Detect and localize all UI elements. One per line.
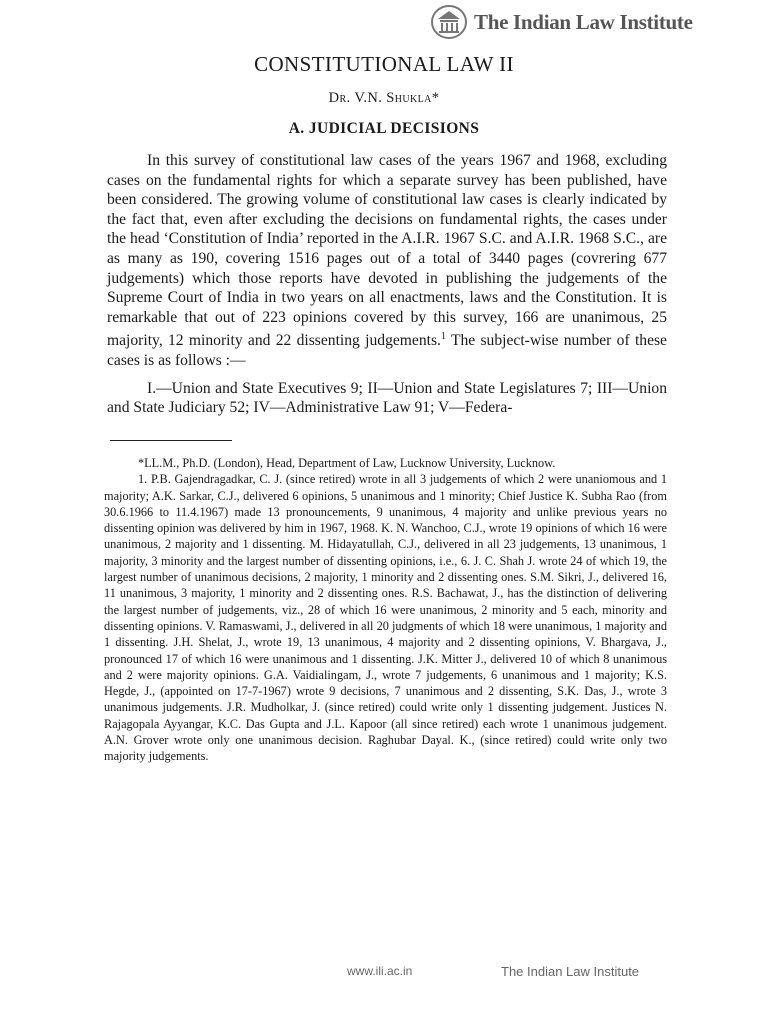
footnote-marker: 1 <box>440 331 446 343</box>
header-logo <box>430 2 760 42</box>
footnote-1: 1. P.B. Gajendragadkar, C. J. (since retired) wrote in all 3 judgements of which 2 were unaniomous and 1 majority; A.K. Sarkar, C.J., delivered 6 opinions, 5 unanimous and 1 minority; Chief Justice K. Subha Rao (from 30.6.1966 to 11.4.1967) made 13 pronouncements, 9 unanimous, 4 majority and unlike previous years no dissenting opinion was delivered by him in 1967, 1968. K. N. Wanchoo, C.J., wrote 19 opinions of which 16 were unanimous, 2 majority and 1 dissenting. M. Hidayatullah, C.J., delivered in all 23 judgements, 13 unanimous, 1 majority, 3 minority and the largest number of dissenting opinions, i.e., 6. J. C. Shah J. wrote 24 of which 19, the largest number of unanimous decisions, 2 majority, 1 minority and 2 dissenting ones. S.M. Sikri, J., delivered 16, 11 unanimous, 3 majority, 1 minority and 2 dissenting ones. R.S. Bachawat, J., has the distinction of delivering the largest number of judgements, viz., 28 of which 16 were unanimous, 2 minority and 5 each, minority and dissenting opinions. V. Ramaswami, J., delivered in all 20 judgments of which 18 were unanimous, 1 majority and 1 dissenting. J.H. Shelat, J., wrote 19, 13 unanimous, 4 majority and 2 dissenting opinions, V. Bhargava, J., pronounced 17 of which 16 were unanimous and 1 dissenting. J.K. Mitter J., delivered 10 of which 8 unanimous and 2 were majority opinions. G.A. Vaidialingam, J., wrote 7 judgements, 6 unanimous and 1 majority; K.S. Hegde, J., (appointed on 17-7-1967) wrote 9 decisions, 7 unanimous and 2 dissenting, S.K. Das, J., wrote 3 unanimous judgements. J.R. Mudholkar, J. (since retired) could write only 1 dissenting judgement. Justices N. Rajagopala Ayyangar, K.C. Das Gupta and J.L. Kapoor (all since retired) each wrote 1 unanimous judgement. A.N. Grover wrote only one unanimous decision. Raghubar Dayal. K., (since retired) could write only two majority judgements. <box>104 472 667 764</box>
footnote-author: *LL.M., Ph.D. (London), Head, Department of Law, Lucknow University, Lucknow. <box>138 456 556 470</box>
section-heading: A. JUDICIAL DECISIONS <box>288 120 480 137</box>
page-title: CONSTITUTIONAL LAW II <box>254 52 514 76</box>
logo-text: The Indian Law Institute <box>474 9 693 34</box>
footer-institute: The Indian Law Institute <box>501 964 640 979</box>
footnote-divider <box>110 440 232 441</box>
paragraph-intro <box>107 151 667 371</box>
article-body <box>107 151 667 418</box>
paragraph-intro-text: In this survey of constitutional law cases of the years 1967 and 1968, excluding cases on the fundamental rights for which a separate survey has been published, have been considered. The growing volume of constitutional law cases is clearly indicated by the fact that, even after excluding the decisions on fundamental rights, the cases under the head ‘Constitution of India’ reported in the A.I.R. 1967 S.C. and A.I.R. 1968 S.C., are as many as 190, covering 1516 pages out of a total of 3440 pages (covrering 677 judgements) which those reports have devoted in publishing the judgements of the Supreme Court of India in two years on all enactments, laws and the Constitution. It is remarkable that out of 223 opinions covered by this survey, 166 are unanimous, 25 majority, 12 minority and 22 dissenting judgements. <box>107 152 667 350</box>
page-footer <box>0 964 768 984</box>
footnotes <box>104 455 667 765</box>
institute-emblem-icon <box>430 4 468 40</box>
author-line: Dr. V.N. Shukla* <box>328 90 440 106</box>
paragraph-intro-end: The subject-wise number of these cases is as follows :— <box>107 332 667 370</box>
paragraph-subjects: I.—Union and State Executives 9; II—Union and State Legislatures 7; III—Union and State Judiciary 52; IV—Administrative Law 91; V—Federa- <box>107 379 667 417</box>
footer-url: www.ili.ac.in <box>347 964 413 978</box>
